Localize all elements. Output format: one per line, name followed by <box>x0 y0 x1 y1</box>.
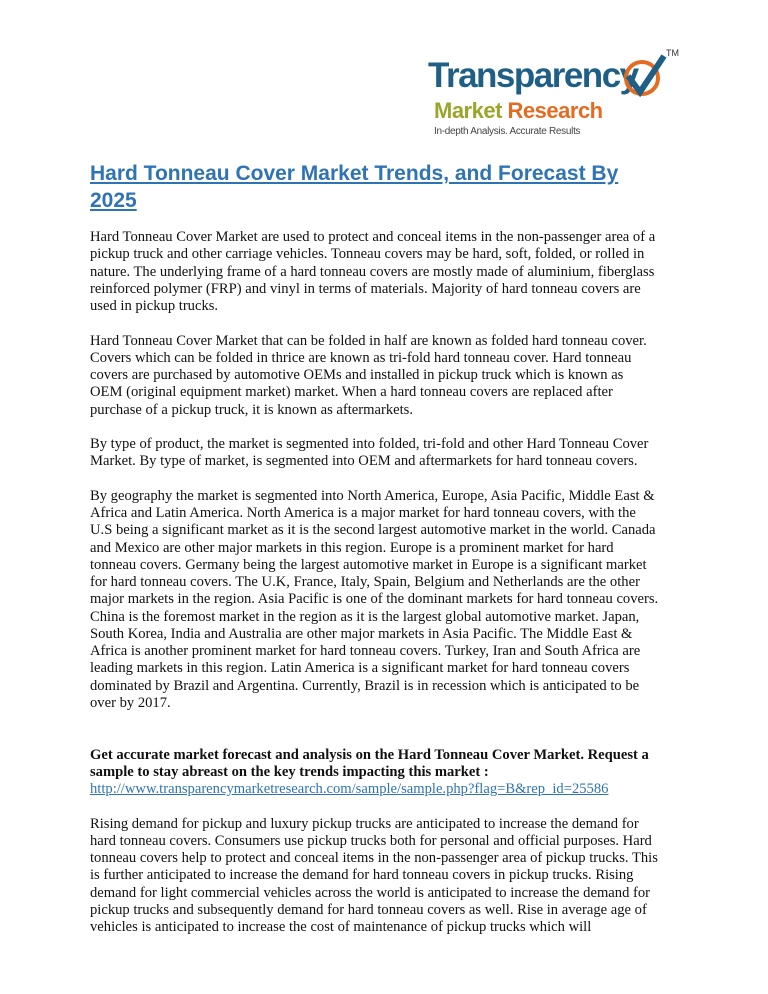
cta-paragraph: Get accurate market forecast and analysis on the Hard Tonneau Cover Market. Request a sample to stay abreast on the key trends impacting this market : http://www.transparencymarketresearch.com/sample/sample.php?flag=B&rep_id=25586 <box>90 747 690 799</box>
text-line: pickup truck and other carriage vehicles. Tonneau covers may be hard, soft, folded, or rolled in <box>90 246 645 263</box>
text-line: Hard Tonneau Cover Market that can be folded in half are known as folded hard tonneau cover. <box>90 332 647 349</box>
closing-paragraph <box>90 816 690 937</box>
document-body <box>90 229 690 954</box>
text-line: vehicles is anticipated to increase the cost of maintenance of pickup trucks which will <box>90 919 592 935</box>
text-line: reinforced polymer (FRP) and vinyl in terms of materials. Majority of hard tonneau covers are <box>90 280 641 297</box>
paragraph <box>90 229 690 315</box>
text-line: By type of product, the market is segmented into folded, tri-fold and other Hard Tonneau Cover <box>90 436 649 452</box>
text-line: Covers which can be folded in thrice are known as tri-fold hard tonneau cover. Hard tonneau <box>90 349 632 366</box>
text-line: purchase of a pickup truck, it is known as aftermarkets. <box>90 401 413 418</box>
page-title[interactable]: Hard Tonneau Cover Market Trends, and Forecast By 2025 <box>90 162 619 212</box>
text-line: tonneau covers. Germany being the largest automotive market in Europe is a significant market <box>90 556 647 573</box>
text-line: demand for light commercial vehicles across the world is anticipated to increase the demand for <box>90 884 651 901</box>
text-line: dominated by Brazil and Argentina. Currently, Brazil is in recession which is anticipated to be <box>90 677 640 694</box>
text-line: By geography the market is segmented into North America, Europe, Asia Pacific, Middle East & <box>90 487 655 504</box>
text-line: South Korea, India and Australia are other major markets in Asia Pacific. The Middle East & <box>90 625 633 642</box>
company-logo <box>428 48 688 140</box>
text-line: hard tonneau covers. Consumers use pickup trucks both for personal and official purposes. Hard <box>90 832 652 849</box>
text-line: major markets in the region. Asia Pacific is one of the dominant markets for hard tonneau covers. <box>90 591 659 608</box>
logo-tagline: In-depth Analysis. Accurate Results <box>434 126 581 137</box>
paragraph <box>90 436 690 471</box>
text-line: Rising demand for pickup and luxury pickup trucks are anticipated to increase the demand for <box>90 815 639 832</box>
text-line: Hard Tonneau Cover Market are used to protect and conceal items in the non-passenger area of a <box>90 229 656 245</box>
text-line: used in pickup trucks. <box>90 298 219 314</box>
text-line: over by 2017. <box>90 694 171 711</box>
text-line: leading markets in this region. Latin America is a significant market for hard tonneau covers <box>90 660 630 677</box>
text-line: U.S being a significant market as it is the second largest automotive market in the world. Canada <box>90 522 656 539</box>
text-line: for hard tonneau covers. The U.K, France, Italy, Spain, Belgium and Netherlands are the other <box>90 574 640 590</box>
text-line: Africa and Latin America. North America is a major market for hard tonneau covers, with the <box>90 505 636 521</box>
text-line: and Mexico are other major markets in this region. Europe is a prominent market for hard <box>90 539 614 556</box>
trademark: TM <box>666 48 679 58</box>
paragraph <box>90 333 690 419</box>
logo-line2: Market Research <box>434 98 603 123</box>
sample-link[interactable]: http://www.transparencymarketresearch.com/sample/sample.php?flag=B&rep_id=25586 <box>90 781 609 797</box>
text-line: is further anticipated to increase the demand for hard tonneau covers in pickup trucks. Rising <box>90 867 634 884</box>
text-line: China is the foremost market in the region as it is the largest global automotive market. Japan, <box>90 608 640 625</box>
text-line: nature. The underlying frame of a hard tonneau covers are mostly made of aluminium, fiberglass <box>90 263 655 280</box>
text-line: covers are purchased by automotive OEMs and installed in pickup truck which is known as <box>90 367 624 383</box>
paragraph <box>90 488 690 712</box>
text-line: Africa is another prominent market for hard tonneau covers. Turkey, Iran and South Africa are <box>90 643 641 659</box>
text-line: OEM (original equipment market) market. When a hard tonneau covers are replaced after <box>90 384 613 401</box>
text-line: tonneau covers help to protect and conceal items in the non-passenger area of pickup trucks. This <box>90 850 658 866</box>
logo-line1: Transparency <box>428 56 638 95</box>
checkmark-icon <box>618 52 668 100</box>
text-line: pickup trucks and subsequently demand for hard tonneau covers as well. Rise in average age of <box>90 901 647 918</box>
text-line: Market. By type of market, is segmented into OEM and aftermarkets for hard tonneau covers. <box>90 453 638 470</box>
